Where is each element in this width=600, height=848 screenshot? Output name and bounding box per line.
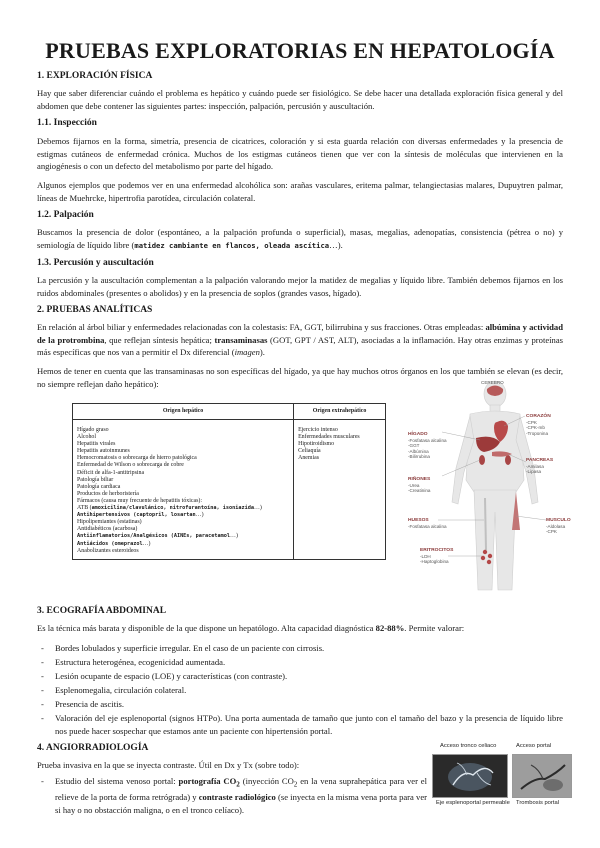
hepatic-cause: Hígado graso: [77, 427, 109, 433]
enzyme-item: -GGT: [408, 443, 420, 449]
drug-aine-end: …): [230, 533, 238, 540]
hepatic-cause: Patología cardiaca: [77, 483, 121, 490]
extrahepatic-cause: Anemias: [298, 455, 320, 462]
drug-atb-end: …): [253, 505, 262, 512]
portografia-bold: portografía CO: [178, 776, 237, 786]
kidney-enzymes: [408, 477, 430, 494]
enzyme-item: -CPK: [546, 529, 557, 535]
transaminases-origin-table: [72, 403, 386, 560]
brain-label: CEREBRO: [481, 380, 504, 385]
extrahepatic-cause: Hipotiroidismo: [298, 441, 335, 448]
drug-antacids: [77, 541, 289, 548]
angio-text-a: Estudio del sistema venoso portal:: [55, 776, 179, 786]
ecografia-text-a: Es la técnica más barata y disponible de la que dispone un hepatólogo. Alta capacidad diagnóstica: [37, 623, 376, 633]
drug-acid-end: …): [142, 540, 151, 547]
enzyme-item: -Fosfatasa alcalina: [408, 523, 447, 529]
angio-text-c: (inyección CO: [239, 776, 294, 786]
contraste-bold: contraste radiológico: [198, 792, 276, 803]
hepatic-cause: Hemocromatosis o sobrecarga de hierro patológica: [77, 455, 197, 462]
table-row: [73, 420, 386, 560]
palpacion-paragraph: [37, 226, 563, 252]
image-2-top-caption: Acceso portal: [516, 743, 552, 749]
organ-enzymes-figure: [408, 380, 578, 598]
enzyme-item: -Albúmina: [408, 448, 429, 454]
analiticas-paragraph-2: Hemos de tener en cuenta que las transaminasas no son específicas del hígado, ya que hay muchos otros órganos en los que también se elevan (es decir, no siempre reflejan daño hepático):: [37, 366, 563, 389]
pancreas-heading: PANCREAS: [526, 458, 554, 463]
image-1-bottom-caption: Eje esplenoportal permeable: [436, 800, 510, 806]
liver-heading: HÍGADO: [408, 432, 428, 437]
kidney-shape-right: [505, 455, 511, 465]
analiticas-text-a: En relación al árbol biliar y enfermedades relacionadas con la colestasis: FA, GGT, bilirrubina y sus fracciones. Otras empleadas:: [37, 322, 486, 332]
image-2-bottom-caption: Trombosis portal: [516, 800, 559, 806]
enzyme-item: -Fosfatasa alcalina: [408, 437, 447, 443]
pancreas-enzymes: [526, 458, 553, 475]
extrahepatic-cause: Enfermedades musculares: [298, 434, 360, 441]
angiorradiologia-paragraph: Prueba invasiva en la que se inyecta contraste. Útil en Dx y Tx (sobre todo):: [37, 760, 300, 770]
liver-enzymes: [408, 432, 447, 460]
enzyme-item: -Amilasa: [526, 463, 544, 469]
section-3-heading: 3. ECOGRAFÍA ABDOMINAL: [37, 606, 167, 616]
hepatic-cause: Anabolizantes esteroideos: [77, 547, 139, 554]
heart-enzymes: [526, 414, 551, 436]
list-item: - Presencia de ascitis.: [41, 699, 124, 709]
list-item: - Esplenomegalia, circulación colateral.: [41, 685, 187, 695]
hepatic-cause: Productos de herboristería: [77, 490, 139, 497]
drug-acid-handwritten: Antiácidos (omeprazol: [77, 540, 143, 547]
palpacion-text-a: Buscamos la presencia de dolor (espontáneo, a la palpación profunda o superficial), masas, megalias, adenopatías, consistencia (pétrea o no) y semiología de líquido libre (: [37, 227, 563, 250]
erythrocyte-heading: ERITROCITOS: [420, 548, 454, 553]
palpacion-text-b: …).: [329, 239, 343, 250]
hepatic-cause: Hipolipemiantes (estatinas): [77, 519, 142, 526]
enzyme-item: -CPK: [526, 419, 537, 425]
analiticas-text-e: ).: [259, 347, 265, 358]
image-1-top-caption: Acceso tronco celiaco: [440, 743, 497, 749]
kidney-heading: RIÑONES: [408, 477, 431, 482]
drug-atb-label: ATB (: [77, 505, 92, 512]
bone-enzymes: [408, 518, 447, 529]
hepatic-cause: Hepatitis autoinmunes: [77, 448, 130, 455]
extrahepatic-causes-cell: [294, 420, 386, 560]
subsection-inspeccion-heading: 1.1. Inspección: [37, 118, 97, 128]
extrahepatic-cause: Ejercicio intenso: [298, 427, 338, 433]
portal-angiogram-image: [512, 754, 572, 798]
section-1-intro: Hay que saber diferenciar cuándo el problema es hepático y cuándo puede ser fisiológico. Se debe hacer una detallada exploración física general y del abdomen que debe contener las siguientes partes: inspección, palpación, percusión y auscultación.: [37, 88, 563, 111]
heart-heading: CORAZÓN: [526, 414, 551, 419]
section-4-heading: 4. ANGIORRADIOLOGÍA: [37, 743, 149, 753]
enzyme-item: -Troponina: [526, 430, 549, 436]
enzyme-item: -Bilirrubina: [408, 454, 430, 460]
transaminasas-bold: transaminasas: [214, 334, 268, 345]
drug-atb-handwritten: amoxicilina/clavulánico, nitrofurantoína, isoniazida: [91, 505, 254, 512]
table-header-hepatic: Origen hepático: [73, 404, 294, 420]
inspeccion-paragraph-1: Debemos fijarnos en la forma, simetría, presencia de cicatrices, coloración y si esta guarda relación con diversas enfermedades y la presencia de estigmas cutáneos de enfermedad crónica. Muchos de los estigmas cutáneos tienen que ver con la síntesis de moléculas que intervienen en la angiogénesis o con un defecto del metabolismo por parte del hígado.: [37, 136, 563, 172]
inspeccion-paragraph-2: Algunos ejemplos que podemos ver en una enfermedad alcohólica son: arañas vasculares, eritema palmar, telangiectasias malares, Dupuytren palmar, líneas de Muehrcke, hipertrofia parotídea, circulación colateral.: [37, 180, 563, 203]
human-body-illustration: [408, 380, 578, 598]
enzyme-item: -LDH: [420, 553, 431, 559]
muscle-enzymes: [546, 518, 571, 535]
drug-aine-handwritten: Antiinflamatorios/Analgésicos (AINEs, paracetamol: [77, 533, 231, 540]
hepatic-cause: Patología biliar: [77, 476, 114, 483]
analiticas-text-c: , que reflejan síntesis hepática;: [104, 334, 215, 345]
albumina-bold: albúmina y actividad de la protrombina: [37, 322, 563, 345]
table-header-row: [73, 404, 386, 420]
hepatic-cause: Alcohol: [77, 434, 96, 441]
drug-anti-end: …): [195, 512, 204, 519]
extrahepatic-cause: Celiaquía: [298, 448, 321, 455]
page-title: PRUEBAS EXPLORATORIAS EN HEPATOLOGÍA: [45, 38, 555, 63]
hepatic-cause: Hepatitis virales: [77, 441, 116, 448]
ecografia-text-c: . Permite valorar:: [404, 623, 465, 633]
muscle-heading: MUSCULO: [546, 518, 571, 523]
celiac-angiogram-image: [432, 754, 508, 798]
hepatic-causes-cell: [73, 420, 294, 560]
drug-anti-handwritten: Antihipertensivos (captopril, losartan: [77, 512, 196, 519]
diagnostic-capacity-bold: 82-88%: [375, 623, 405, 633]
femur-bone: [485, 498, 486, 550]
list-item: - Valoración del eje esplenoportal (signos HTPo). Una porta aumentada de tamaño que junto con el tamaño del bazo y la presencia de líquido libre nos puede hacer sospechar que estamos ante un paciente con hipertensión portal.: [41, 713, 563, 736]
hepatic-cause: Antidiabéticos (acarbosa): [77, 526, 138, 533]
list-item-text: Valoración del eje esplenoportal (signos HTPo). Una porta aumentada de tamaño que junto con el tamaño del bazo y la presencia de líquido libre nos puede hacer sospechar que estamos ante un paciente con hipertensión portal.: [55, 713, 563, 736]
palpacion-handwritten-note: matidez cambiante en flancos, oleada ascítica: [134, 240, 330, 250]
section-1-heading: 1. EXPLORACIÓN FÍSICA: [37, 71, 153, 81]
drug-aines: [77, 533, 289, 540]
hepatic-cause: Enfermedad de Wilson o sobrecarga de cobre: [77, 462, 184, 469]
list-item: - Bordes lobulados y superficie irregular. En el caso de un paciente con cirrosis.: [41, 643, 325, 653]
subscript: 2: [293, 780, 298, 789]
list-item: - Estructura heterogénea, ecogenicidad aumentada.: [41, 657, 226, 667]
subsection-percusion-heading: 1.3. Percusión y auscultación: [37, 258, 154, 268]
list-item: - Estudio del sistema venoso portal: portografía $CO_2$ (inyección $CO_2$ en la vena suprahepática para ver el relieve de la porta de forma retrógrada) y contraste radiológico (se inyecta en la misma vena porta para ver si hay o no obstacción maligna, o en el tronco celíaco).: [41, 776, 428, 815]
enzyme-item: -Lipasa: [526, 469, 542, 475]
subscript: 2: [236, 780, 240, 789]
subsection-palpacion-heading: 1.2. Palpación: [37, 210, 94, 220]
angio-text-e: (se inyecta en la misma vena porta para ver si hay o no obstacción maligna, o en el tronco celíaco).: [55, 792, 427, 815]
list-item-text: Bordes lobulados y superficie irregular. En el caso de un paciente con cirrosis.: [55, 643, 325, 653]
imagen-italic: imagen: [234, 347, 260, 358]
enzyme-item: -CPK-mb: [526, 425, 545, 431]
analiticas-text-d: (GOT, GPT / AST, ALT), asociadas a la inflamación. Hay otras enzimas y proteínas más específicas que nos van a permitir el Dx diferencial (: [37, 334, 563, 358]
ecografia-paragraph: [37, 622, 563, 635]
percusion-paragraph: La percusión y la auscultación complementan a la palpación valorando mejor la matidez de megalias y líquido libre. También debemos fijarnos en los ruidos abdominales (presentes o abolidos) y en la presencia de soplos (grandes vasos, hígado).: [37, 275, 563, 298]
erythrocyte-enzymes: [420, 548, 453, 565]
list-item: - Lesión ocupante de espacio (LOE) y características (con contraste).: [41, 671, 288, 681]
hepatic-cause: Fármacos (causa muy frecuente de hepatitis tóxicas):: [77, 497, 202, 504]
list-item-text: Esplenomegalia, circulación colateral.: [55, 685, 187, 695]
enzyme-item: -Aldolasa: [546, 523, 566, 529]
enzyme-item: -Urea: [408, 482, 420, 488]
list-item-text: Lesión ocupante de espacio (LOE) y características (con contraste).: [55, 671, 288, 681]
list-item-text: Estructura heterogénea, ecogenicidad aumentada.: [55, 657, 226, 667]
enzyme-item: -Creatinina: [408, 488, 431, 494]
list-item-text: Presencia de ascitis.: [55, 699, 124, 709]
analiticas-paragraph-1: [37, 321, 563, 359]
section-2-heading: 2. PRUEBAS ANALÍTICAS: [37, 305, 153, 315]
table-header-extrahepatic: Origen extrahepático: [294, 404, 386, 420]
hepatic-cause: Déficit de alfa-1-antitripsina: [77, 469, 145, 476]
enzyme-item: -Haptoglobina: [420, 559, 449, 565]
angio-text-d: en la vena suprahepática para ver el relieve de la porta de forma retrógrada) y: [55, 776, 428, 803]
bone-heading: HUESOS: [408, 518, 429, 523]
